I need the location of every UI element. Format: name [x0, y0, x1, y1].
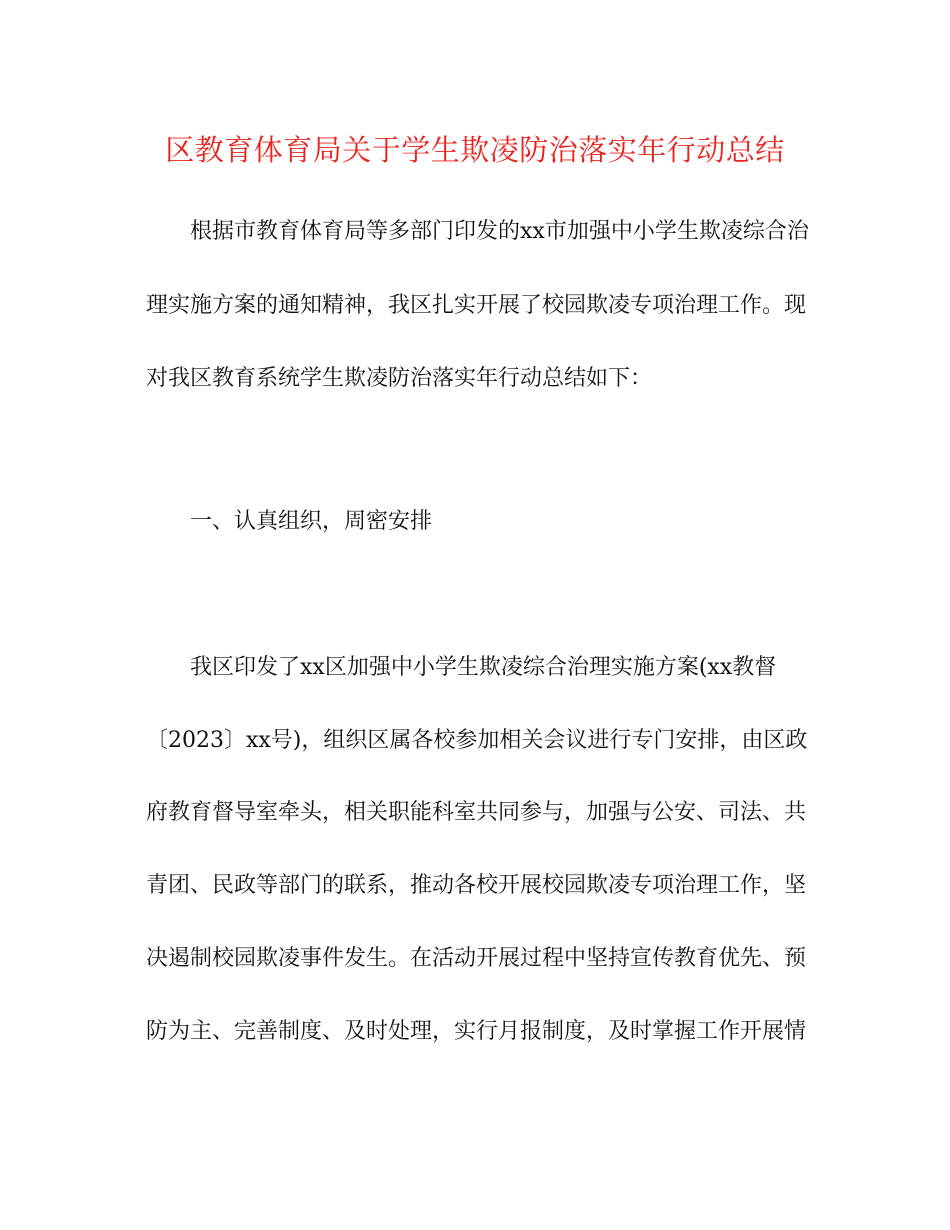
document-title: 区教育体育局关于学生欺凌防治落实年行动总结 [165, 133, 785, 167]
section1-line-2: 〔2023〕xx号)，组织区属各校参加相关会议进行专门安排，由区政 [146, 728, 808, 753]
intro-line-2: 理实施方案的通知精神，我区扎实开展了校园欺凌专项治理工作。现 [146, 293, 807, 318]
intro-line-1: 根据市教育体育局等多部门印发的xx市加强中小学生欺凌综合治 [190, 219, 809, 244]
section1-line-4: 青团、民政等部门的联系，推动各校开展校园欺凌专项治理工作，坚 [146, 873, 807, 898]
section1-line-3: 府教育督导室牵头，相关职能科室共同参与，加强与公安、司法、共 [146, 800, 807, 825]
section1-line-6: 防为主、完善制度、及时处理，实行月报制度，及时掌握工作开展情 [146, 1019, 807, 1044]
section1-line-5: 决遏制校园欺凌事件发生。在活动开展过程中坚持宣传教育优先、预 [146, 946, 807, 971]
section-heading-1: 一、认真组织，周密安排 [190, 509, 433, 534]
intro-line-3: 对我区教育系统学生欺凌防治落实年行动总结如下： [146, 366, 653, 391]
section1-line-1: 我区印发了xx区加强中小学生欺凌综合治理实施方案(xx教督 [190, 655, 777, 680]
